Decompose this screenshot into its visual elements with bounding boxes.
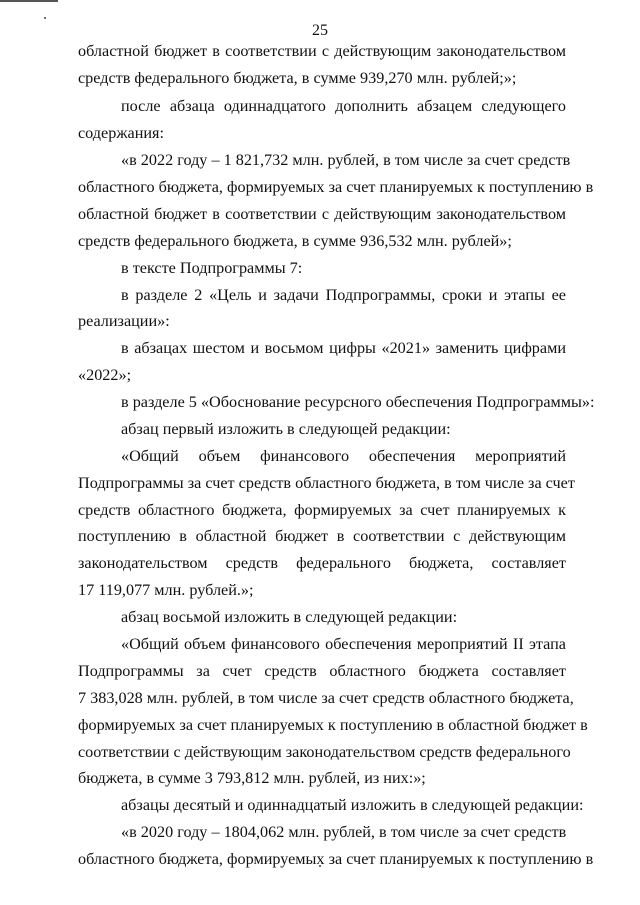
text-line: 17 119,077 млн. рублей.»; (78, 581, 254, 599)
text-line: формируемых за счет планируемых к поступлению в областной бюджет в (78, 716, 588, 734)
scan-speck (44, 17, 46, 19)
text-line: областного бюджета, формируемых за счет планируемых к поступлению в (78, 178, 594, 196)
text-line: поступлению в областной бюджет в соответствии с действующим (78, 527, 566, 545)
text-line: реализации»: (78, 312, 170, 330)
text-line: в абзацах шестом и восьмом цифры «2021» заменить цифрами (121, 339, 566, 357)
text-line: областной бюджет в соответствии с действующим законодательством (78, 205, 566, 223)
text-line: «Общий объем финансового обеспечения мероприятий II этапа (121, 635, 566, 653)
text-line: бюджета, в сумме 3 793,812 млн. рублей, из них:»; (78, 769, 426, 787)
text-line: «2022»; (78, 366, 132, 384)
text-line: абзац восьмой изложить в следующей редакции: (121, 608, 458, 626)
text-line: областной бюджет в соответствии с действующим законодательством (78, 42, 566, 60)
text-line: абзацы десятый и одиннадцатый изложить в следующей редакции: (121, 796, 584, 814)
text-line: средств федерального бюджета, в сумме 936,532 млн. рублей»; (78, 232, 512, 250)
text-line: в разделе 2 «Цель и задачи Подпрограммы, сроки и этапы ее (121, 286, 566, 304)
text-line: «в 2022 году – 1 821,732 млн. рублей, в том числе за счет средств (121, 151, 571, 169)
text-line: Подпрограммы за счет средств областного бюджета, в том числе за счет (78, 474, 575, 492)
text-line: в тексте Подпрограммы 7: (121, 259, 303, 277)
scan-edge-mark (0, 0, 58, 2)
text-line: абзац первый изложить в следующей редакции: (121, 420, 451, 438)
page-number: 25 (312, 22, 328, 39)
text-line: «Общий объем финансового обеспечения мероприятий (121, 447, 566, 465)
text-line: в разделе 5 «Обоснование ресурсного обеспечения Подпрограммы»: (121, 393, 595, 411)
text-line: законодательством средств федерального бюджета, составляет (78, 554, 566, 572)
text-line: соответствии с действующим законодательством средств федерального (78, 743, 571, 761)
text-line: средств федерального бюджета, в сумме 939,270 млн. рублей;»; (78, 69, 517, 87)
text-line: Подпрограммы за счет средств областного бюджета составляет (78, 662, 566, 680)
text-line: после абзаца одиннадцатого дополнить абзацем следующего (121, 97, 566, 115)
text-line: «в 2020 году – 1804,062 млн. рублей, в том числе за счет средств (121, 823, 567, 841)
text-line: содержания: (78, 124, 164, 142)
text-line: 7 383,028 млн. рублей, в том числе за счет средств областного бюджета, (78, 689, 574, 707)
text-line: средств областного бюджета, формируемых за счет планируемых к (78, 501, 566, 519)
text-line: областного бюджета, формируемых за счет планируемых к поступлению в (78, 850, 594, 868)
